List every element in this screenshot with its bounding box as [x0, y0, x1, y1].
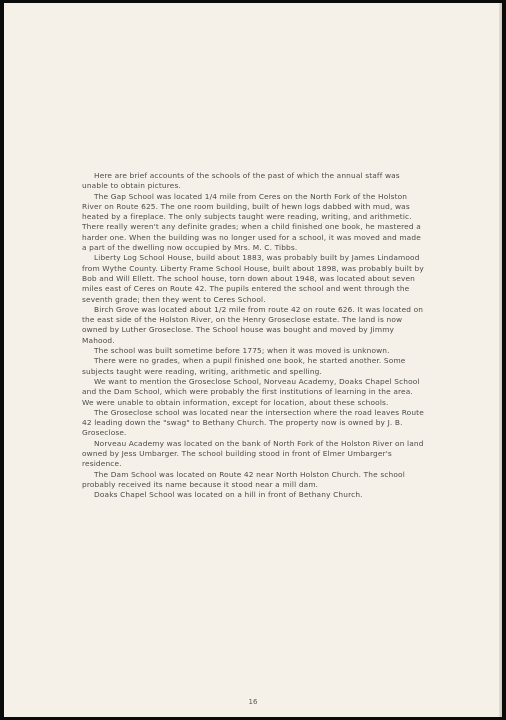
page-number: 16 — [248, 698, 258, 706]
paragraph-groseclose-school: The Groseclose school was located near the intersection where the road leaves Route 42 leading down the "swag" to Bethany Church. The property now is owned by J. B. Groseclose. — [82, 407, 424, 438]
paragraph-dam-school: The Dam School was located on Route 42 near North Holston Church. The school probably received its name because it stood near a mill dam. — [82, 469, 405, 489]
paragraph-no-grades: There were no grades, when a pupil finished one book, he started another. Some subjects taught were reading, writing, arithmetic and spelling. — [82, 356, 406, 376]
paragraph-school-built: The school was built sometime before 1775; when it was moved is unknown. — [94, 346, 390, 356]
paragraph-gap-school: The Gap School was located 1/4 mile from Ceres on the North Fork of the Holston River on Route 625. The one room building, built of hewn logs dabbed with mud, was heated by a fireplace. The only subjects taught were reading, writing, and arithmetic. There really weren't any definite grades; when a child finished one book, he mastered a harder one. When the building was no longer used for a school, it was moved and made a part of the dwelling now occupied by Mrs. M. C. Tibbs. — [82, 191, 421, 253]
page-edge — [499, 3, 502, 717]
paragraph-norveau-academy: Norveau Academy was located on the bank of North Fork of the Holston River on land owned by Jess Umbarger. The school building stood in front of Elmer Umbarger's residence. — [82, 438, 424, 469]
paragraph-mention-schools: We want to mention the Groseclose School, Norveau Academy, Doaks Chapel School and the Dam School, which were probably the first institutions of learning in the area. We were unable to obtain information, except for location, about these schools. — [82, 376, 420, 407]
document-page — [4, 3, 502, 717]
paragraph-intro: Here are brief accounts of the schools of the past of which the annual staff was unable to obtain pictures. — [82, 171, 400, 191]
paragraph-birch-grove: Birch Grove was located about 1/2 mile from route 42 on route 626. It was located on the east side of the Holston River, on the Henry Groseclose estate. The land is now owned by Luther Groseclose. The School house was bought and moved by Jimmy Mahood. — [82, 304, 424, 345]
paragraph-liberty-log-school: Liberty Log School House, build about 1883, was probably built by James Lindamood from Wythe County. Liberty Frame School House, built about 1898, was probably built by Bob and Will Ellett. The school house, torn down about 1948, was located about seven miles east of Ceres on Route 42. The pupils entered the school and went through the seventh grade; then they went to Ceres School. — [82, 253, 424, 304]
body-text — [82, 171, 424, 501]
paragraph-doaks-chapel: Doaks Chapel School was located on a hill in front of Bethany Church. — [94, 490, 363, 500]
